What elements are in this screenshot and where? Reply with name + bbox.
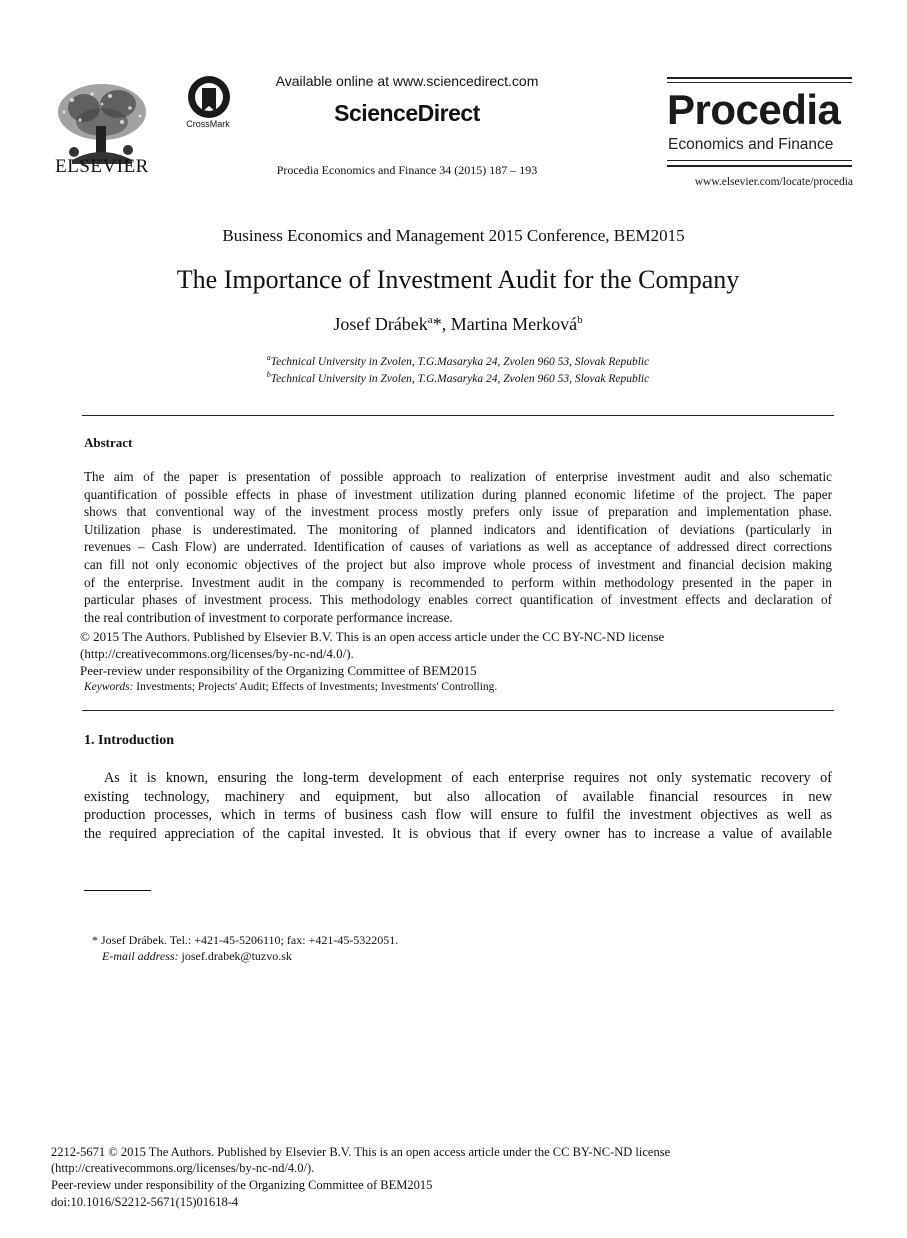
corresponding-author-contact: * Josef Drábek. Tel.: +421-45-5206110; fax: +421-45-5322051. <box>92 933 399 947</box>
procedia-top-rule-thin <box>667 82 852 83</box>
license-paren: ). <box>346 646 354 661</box>
abstract-heading: Abstract <box>84 435 133 450</box>
abstract-line: revenues – Cash Flow) are underrated. Identification of causes of variations as well as acceptance of addressed direct corrections <box>84 539 832 555</box>
keywords-label: Keywords: <box>84 681 134 693</box>
email-address[interactable]: josef.drabek@tuzvo.sk <box>178 949 292 963</box>
peer-review-notice: Peer-review under responsibility of the Organizing Committee of BEM2015 <box>51 1178 433 1192</box>
abstract-line: can fill not only economic objectives of the project but also improve whole process of investment and financial decision making <box>84 556 832 572</box>
affiliation-line <box>0 353 907 368</box>
procedia-bottom-rule <box>667 165 852 167</box>
license-link[interactable]: http://creativecommons.org/licenses/by-nc-nd/4.0/ <box>55 1161 307 1175</box>
procedia-url-link[interactable]: www.elsevier.com/locate/procedia <box>694 176 853 188</box>
license-line <box>51 1161 314 1176</box>
license-paren: ). <box>306 1161 315 1175</box>
divider <box>82 415 834 416</box>
affiliation-mark: b <box>577 314 583 326</box>
author-list <box>0 314 907 335</box>
crossmark-label: CrossMark <box>186 119 230 129</box>
affiliation-mark: a <box>427 314 433 326</box>
keywords-line <box>84 681 497 693</box>
conference-name: Business Economics and Management 2015 Conference, BEM2015 <box>222 226 685 245</box>
affiliation-text: Technical University in Zvolen, T.G.Masaryka 24, Zvolen 960 53, Slovak Republic <box>270 372 650 385</box>
peer-review-notice: Peer-review under responsibility of the Organizing Committee of BEM2015 <box>80 663 477 678</box>
journal-reference: Procedia Economics and Finance 34 (2015) 187 – 193 <box>276 163 538 177</box>
corresponding-mark: * <box>432 314 442 334</box>
sciencedirect-wordmark: ScienceDirect <box>334 100 480 126</box>
elsevier-wordmark: ELSEVIER <box>55 156 149 177</box>
email-label: E-mail address: <box>102 949 179 963</box>
body-line: production processes, which in terms of business cash flow will ensure to fulfil the investment objectives as well as <box>84 807 832 824</box>
affiliation-text: Technical University in Zvolen, T.G.Masaryka 24, Zvolen 960 53, Slovak Republic <box>270 355 650 368</box>
body-line: existing technology, machinery and equipment, but also allocation of available financial resources in new <box>84 788 832 805</box>
affiliation-mark: b <box>266 370 271 379</box>
author-separator: , <box>441 314 451 334</box>
affiliation-mark: a <box>266 353 271 362</box>
abstract-text <box>84 468 832 626</box>
affiliation-line <box>0 370 907 385</box>
procedia-bottom-rule-thin <box>667 160 852 161</box>
footnote-divider <box>84 890 151 891</box>
abstract-line: Utilization phase is underestimated. The monitoring of planned indicators and identification of deviations (particularly in <box>84 521 832 537</box>
copyright-notice: © 2015 The Authors. Published by Elsevier B.V. This is an open access article under the CC BY-NC-ND license <box>80 629 665 644</box>
abstract-line: shows that conventional way of the investment process mostly prefers only issue of preparation and implementation phase. <box>84 504 832 520</box>
abstract-line: the real contribution of investment to corporate performance increase. <box>84 609 453 625</box>
body-line: the required appreciation of the capital invested. It is obvious that if every owner has to increase a value of available <box>84 825 832 842</box>
body-line: As it is known, ensuring the long-term development of each enterprise requires not only systematic recovery of <box>104 770 832 786</box>
paper-title: The Importance of Investment Audit for the Company <box>176 265 740 294</box>
procedia-subtitle: Economics and Finance <box>668 136 834 153</box>
author-name[interactable]: Josef Drábek <box>333 314 428 334</box>
section-heading: 1. Introduction <box>84 733 174 748</box>
issn-copyright: 2212-5671 © 2015 The Authors. Published by Elsevier B.V. This is an open access article under the CC BY-NC-ND license <box>51 1145 671 1159</box>
abstract-line: of the enterprise. Investment audit in the company is recommended to perform within methodology presented in the paper in <box>84 574 832 590</box>
author-name[interactable]: Martina Merková <box>450 314 578 334</box>
license-line <box>80 646 354 662</box>
abstract-line: quantification of possible effects in phase of investment utilization during planned economic lifetime of the project. The paper <box>84 486 832 502</box>
abstract-line: The aim of the paper is presentation of possible approach to realization of enterprise investment audit and also schematic <box>84 469 832 484</box>
license-link[interactable]: http://creativecommons.org/licenses/by-nc-nd/4.0/ <box>84 646 347 661</box>
license-paren: ( <box>51 1161 56 1175</box>
license-paren: ( <box>80 646 85 661</box>
procedia-wordmark: Procedia <box>667 86 841 133</box>
introduction-text <box>84 769 832 843</box>
email-line <box>102 949 292 964</box>
procedia-top-rule <box>667 77 852 79</box>
doi-link[interactable]: doi:10.1016/S2212-5671(15)01618-4 <box>51 1195 239 1209</box>
available-online-text: Available online at www.sciencedirect.com <box>275 73 539 89</box>
keywords-list: Investments; Projects' Audit; Effects of Investments; Investments' Controlling. <box>133 681 498 693</box>
abstract-line: particular phases of investment process. This methodology enables correct quantification of investment effects and declaration of <box>84 592 832 608</box>
divider <box>82 710 834 711</box>
